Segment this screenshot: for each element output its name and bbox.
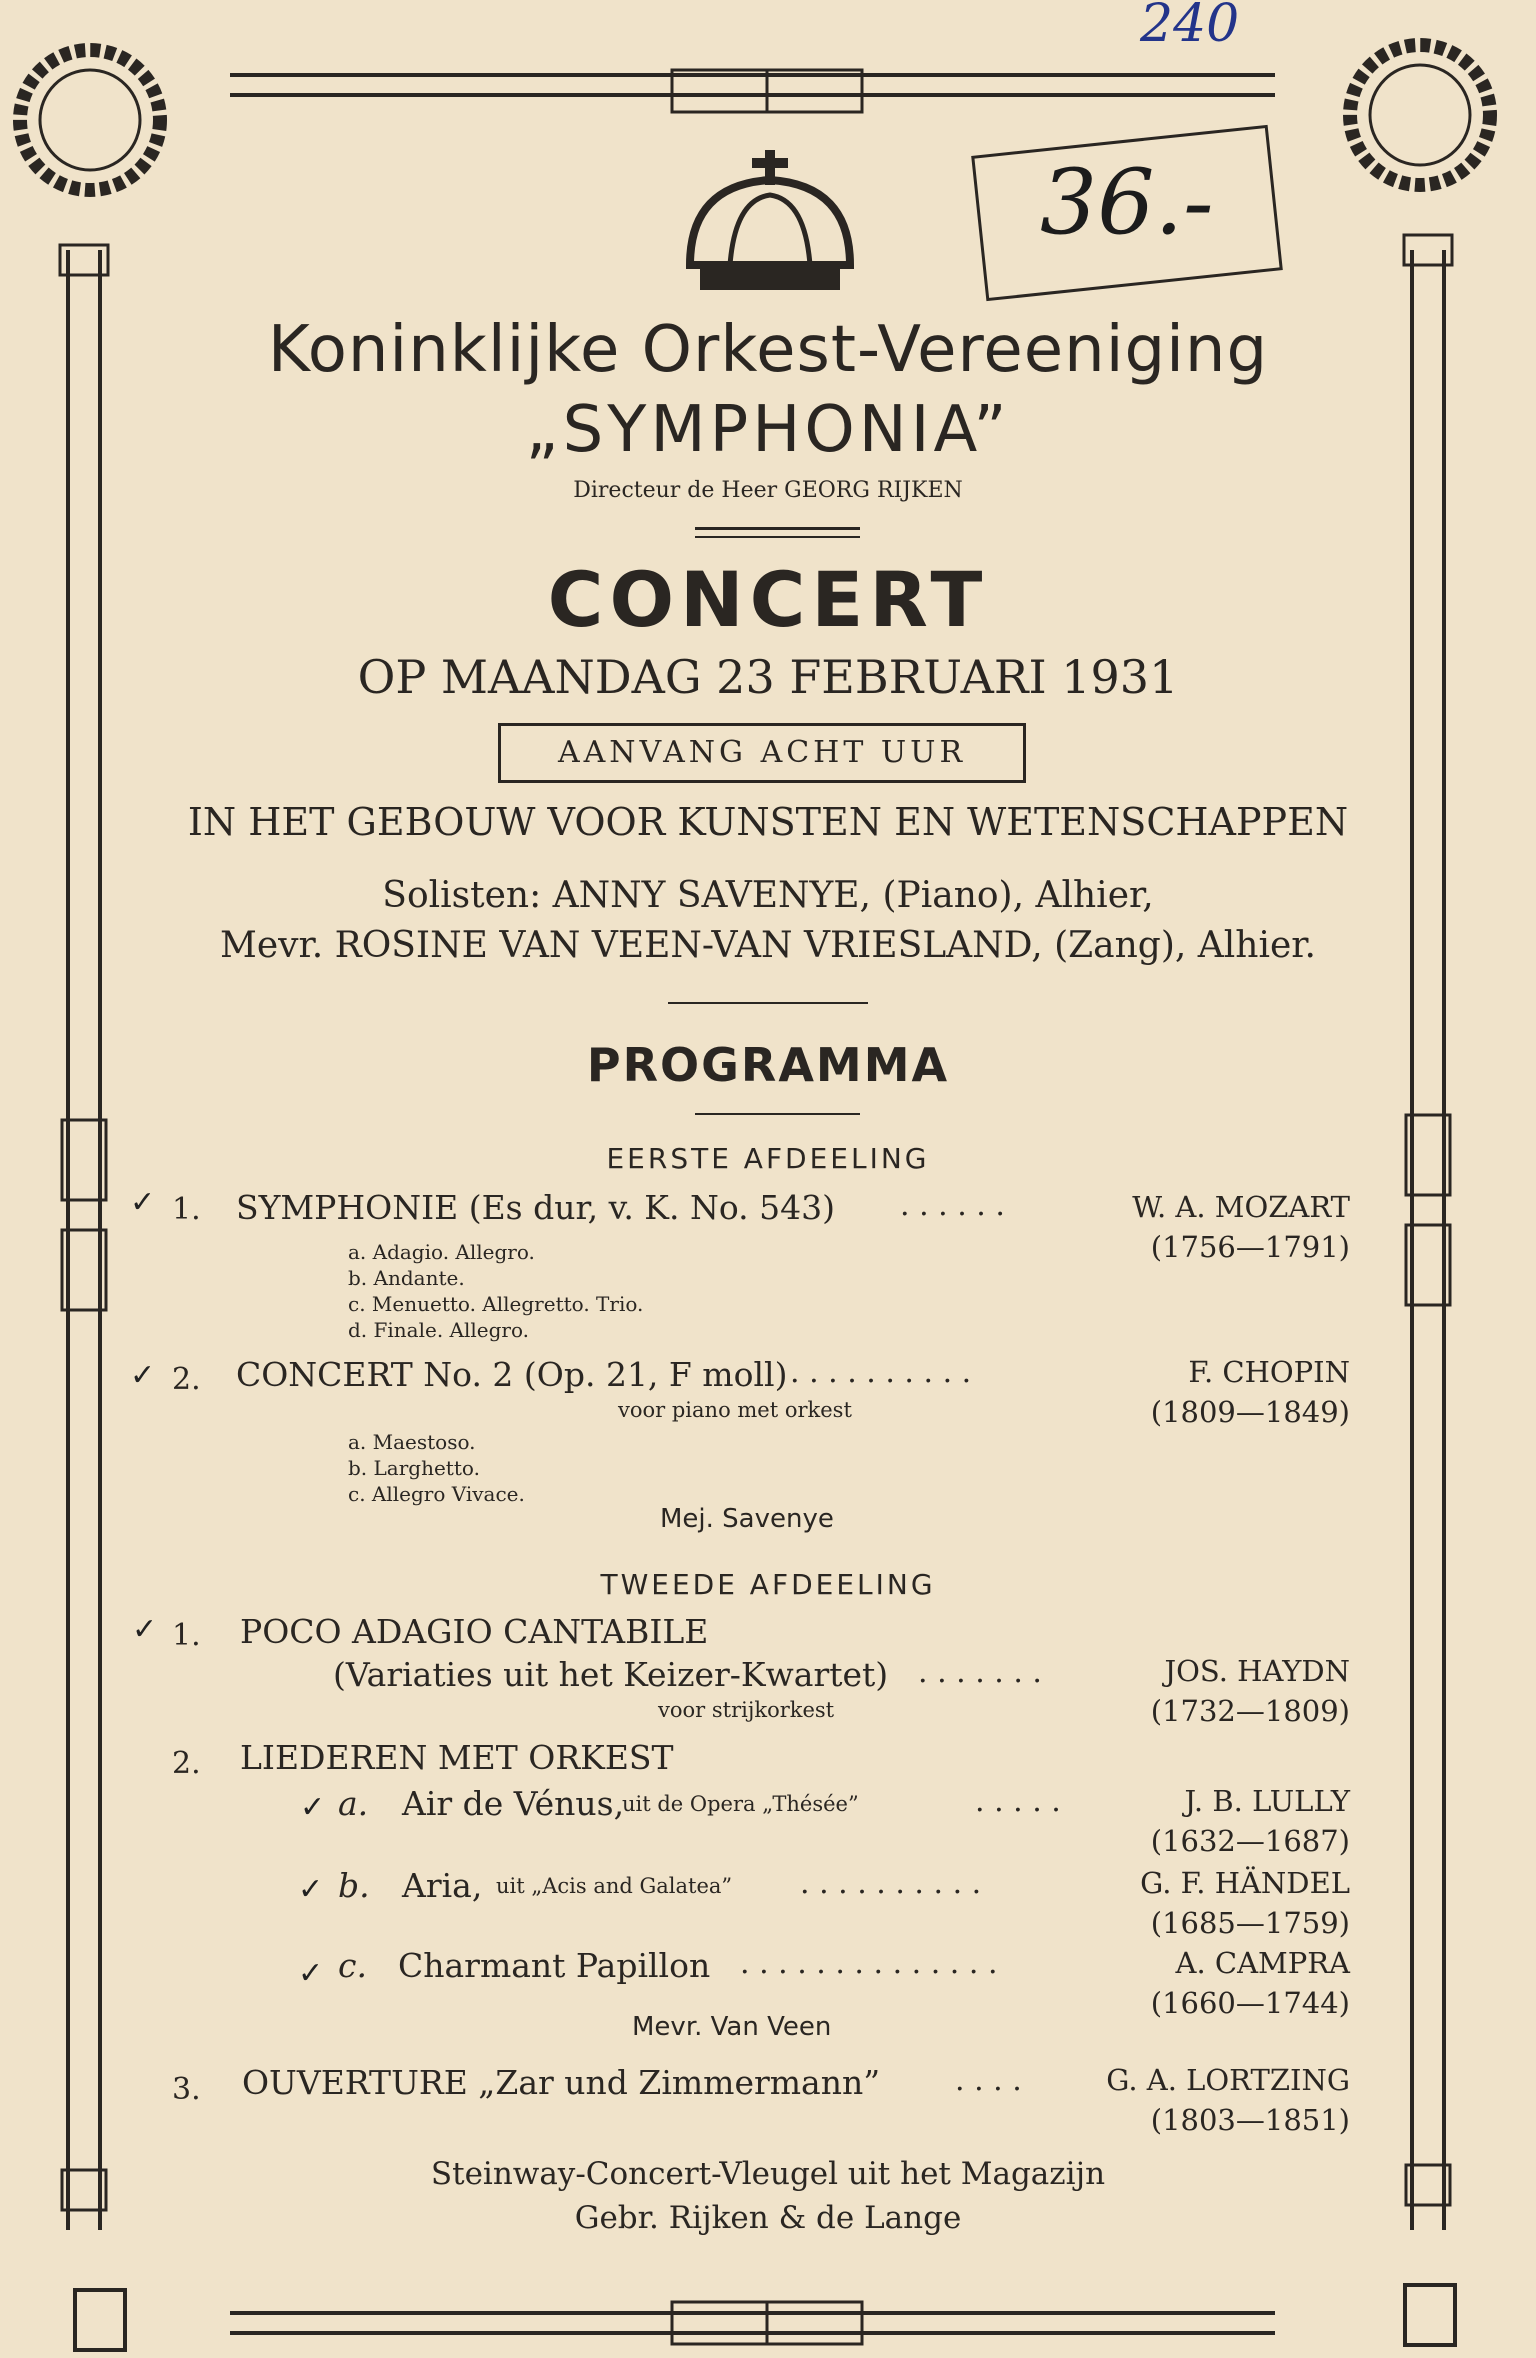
start-time-box xyxy=(498,723,1026,783)
director-line: Directeur de Heer GEORG RIJKEN xyxy=(573,478,963,503)
work-note: voor piano met orkest xyxy=(618,1398,852,1422)
work-title: LIEDEREN MET ORKEST xyxy=(240,1738,674,1777)
divider-top xyxy=(695,527,860,530)
divider-programme xyxy=(695,1113,860,1115)
work-title: OUVERTURE „Zar und Zimmermann” xyxy=(242,2063,881,2102)
check-mark: ✓ xyxy=(300,1790,326,1825)
movement: b. Andante. xyxy=(348,1266,465,1290)
movement: b. Larghetto. xyxy=(348,1456,480,1480)
composer-years: (1632—1687) xyxy=(1150,1824,1350,1858)
work-title: CONCERT No. 2 (Op. 21, F moll) xyxy=(236,1355,788,1394)
leader-dots: . . . . . . . . . . xyxy=(790,1355,972,1390)
check-mark: ✓ xyxy=(298,1956,324,1991)
composer-years: (1809—1849) xyxy=(1150,1395,1350,1429)
composer: G. A. LORTZING xyxy=(1106,2063,1350,2097)
check-mark: ✓ xyxy=(132,1612,158,1647)
composer-years: (1803—1851) xyxy=(1150,2103,1350,2137)
movement: a. Maestoso. xyxy=(348,1430,476,1454)
song-letter: c. xyxy=(338,1946,367,1985)
footer-line-2: Gebr. Rijken & de Lange xyxy=(574,2200,962,2236)
performer: Mej. Savenye xyxy=(660,1504,834,1534)
movement: c. Allegro Vivace. xyxy=(348,1482,525,1506)
part1-heading: EERSTE AFDEELING xyxy=(606,1142,930,1175)
check-mark: ✓ xyxy=(130,1185,156,1220)
composer-years: (1756—1791) xyxy=(1150,1230,1350,1264)
leader-dots: . . . . . . . . . . xyxy=(800,1866,982,1901)
soloists-line-2: Mevr. ROSINE VAN VEEN-VAN VRIESLAND, (Zang), Alhier. xyxy=(220,925,1316,966)
composer: W. A. MOZART xyxy=(1132,1190,1350,1224)
song-letter: b. xyxy=(338,1866,370,1905)
org-name-symphonia: „SYMPHONIA” xyxy=(525,393,1011,467)
programme-heading: PROGRAMMA xyxy=(586,1038,950,1092)
divider-ornament xyxy=(668,1002,868,1004)
item-number: 1. xyxy=(172,1618,201,1653)
song-source: uit „Acis and Galatea” xyxy=(496,1874,733,1898)
song-name: Air de Vénus, xyxy=(402,1784,625,1823)
work-title: POCO ADAGIO CANTABILE xyxy=(240,1612,709,1651)
concert-title: CONCERT xyxy=(547,555,989,644)
item-number: 2. xyxy=(172,1746,201,1781)
footer-line-1: Steinway-Concert-Vleugel uit het Magazijn xyxy=(430,2156,1106,2192)
composer-years: (1685—1759) xyxy=(1150,1906,1350,1940)
check-mark: ✓ xyxy=(298,1872,324,1907)
leader-dots: . . . . . . . xyxy=(918,1655,1042,1690)
movement: c. Menuetto. Allegretto. Trio. xyxy=(348,1292,644,1316)
soloists-line-1: Solisten: ANNY SAVENYE, (Piano), Alhier, xyxy=(382,875,1154,916)
leader-dots: . . . . xyxy=(955,2063,1022,2098)
org-name: Koninklijke Orkest-Vereeniging xyxy=(267,313,1269,387)
composer: G. F. HÄNDEL xyxy=(1140,1866,1350,1900)
work-subtitle: (Variaties uit het Keizer-Kwartet) xyxy=(333,1655,889,1694)
item-number: 2. xyxy=(172,1362,201,1397)
leader-dots: . . . . . . xyxy=(900,1188,1005,1223)
composer: J. B. LULLY xyxy=(1184,1784,1350,1818)
start-time: AANVANG ACHT UUR xyxy=(557,735,967,770)
composer: JOS. HAYDN xyxy=(1164,1654,1350,1688)
leader-dots: . . . . . xyxy=(975,1784,1061,1819)
composer: F. CHOPIN xyxy=(1188,1355,1350,1389)
work-note: voor strijkorkest xyxy=(658,1698,835,1722)
venue: IN HET GEBOUW VOOR KUNSTEN EN WETENSCHAPPEN xyxy=(187,800,1349,844)
handwritten-price: 36.- xyxy=(1040,150,1214,255)
concert-date: OP MAANDAG 23 FEBRUARI 1931 xyxy=(357,650,1179,704)
leader-dots: . . . . . . . . . . . . . . xyxy=(740,1946,998,1981)
handwritten-page-number: 240 xyxy=(1140,0,1240,54)
item-number: 1. xyxy=(172,1192,201,1227)
movement: a. Adagio. Allegro. xyxy=(348,1240,535,1264)
crown-emblem xyxy=(690,150,850,290)
song-source: uit de Opera „Thésée” xyxy=(622,1792,859,1816)
performer: Mevr. Van Veen xyxy=(632,2012,832,2042)
composer-years: (1732—1809) xyxy=(1150,1694,1350,1728)
divider-top-2 xyxy=(695,536,860,538)
work-title: SYMPHONIE (Es dur, v. K. No. 543) xyxy=(236,1188,835,1227)
composer-years: (1660—1744) xyxy=(1150,1986,1350,2020)
song-name: Charmant Papillon xyxy=(398,1946,711,1985)
song-letter: a. xyxy=(338,1784,369,1823)
movement: d. Finale. Allegro. xyxy=(348,1318,530,1342)
song-name: Aria, xyxy=(402,1866,483,1905)
item-number: 3. xyxy=(172,2072,201,2107)
part2-heading: TWEEDE AFDEELING xyxy=(600,1568,936,1601)
composer: A. CAMPRA xyxy=(1175,1946,1350,1980)
check-mark: ✓ xyxy=(130,1358,156,1393)
